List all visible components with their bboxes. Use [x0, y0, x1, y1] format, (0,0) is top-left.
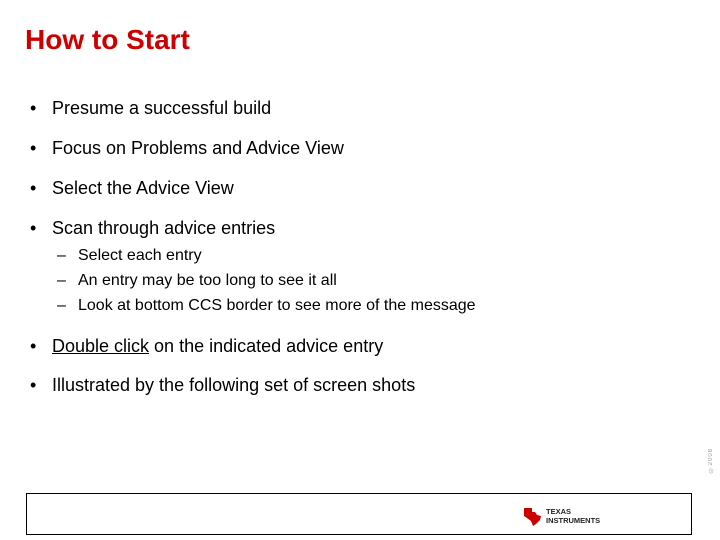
bullet-text: Illustrated by the following set of screen shots	[52, 375, 416, 395]
bullet-text: on the indicated advice entry	[149, 336, 384, 356]
bullet-dot: •	[30, 138, 37, 158]
bullet-item	[30, 373, 415, 397]
bullet-underlined-text: Double click	[52, 336, 150, 356]
sub-text: Look at bottom CCS border to see more of the message	[78, 297, 476, 314]
bullet-item	[30, 136, 344, 160]
ti-logo-line2: INSTRUMENTS	[546, 516, 601, 525]
sub-text: Select each entry	[78, 247, 202, 264]
sub-dash: –	[57, 272, 66, 289]
bullet-text: Scan through advice entries	[52, 218, 276, 238]
sub-dash: –	[57, 247, 66, 264]
sub-item	[57, 296, 476, 316]
slide-title: How to Start	[25, 24, 190, 55]
bullet-text: Focus on Problems and Advice View	[52, 138, 344, 158]
side-copyright-note: ©2008	[708, 448, 714, 473]
bullet-item	[30, 334, 383, 358]
sub-item	[57, 271, 337, 291]
sub-text: An entry may be too long to see it all	[78, 272, 337, 289]
ti-logo-line1: TEXAS	[546, 507, 572, 516]
texas-instruments-logo	[521, 505, 621, 527]
bullet-dot: •	[30, 98, 37, 118]
ti-state-icon	[524, 508, 541, 526]
bullet-text: Select the Advice View	[52, 178, 234, 198]
bullet-text: Presume a successful build	[52, 98, 272, 118]
bullet-item	[30, 96, 271, 120]
bullet-item	[30, 216, 275, 240]
sub-dash: –	[57, 297, 66, 314]
bullet-item	[30, 176, 234, 200]
bullet-dot: •	[30, 218, 37, 238]
bullet-dot: •	[30, 375, 37, 395]
sub-item	[57, 246, 202, 266]
bullet-dot: •	[30, 336, 37, 356]
bullet-dot: •	[30, 178, 37, 198]
